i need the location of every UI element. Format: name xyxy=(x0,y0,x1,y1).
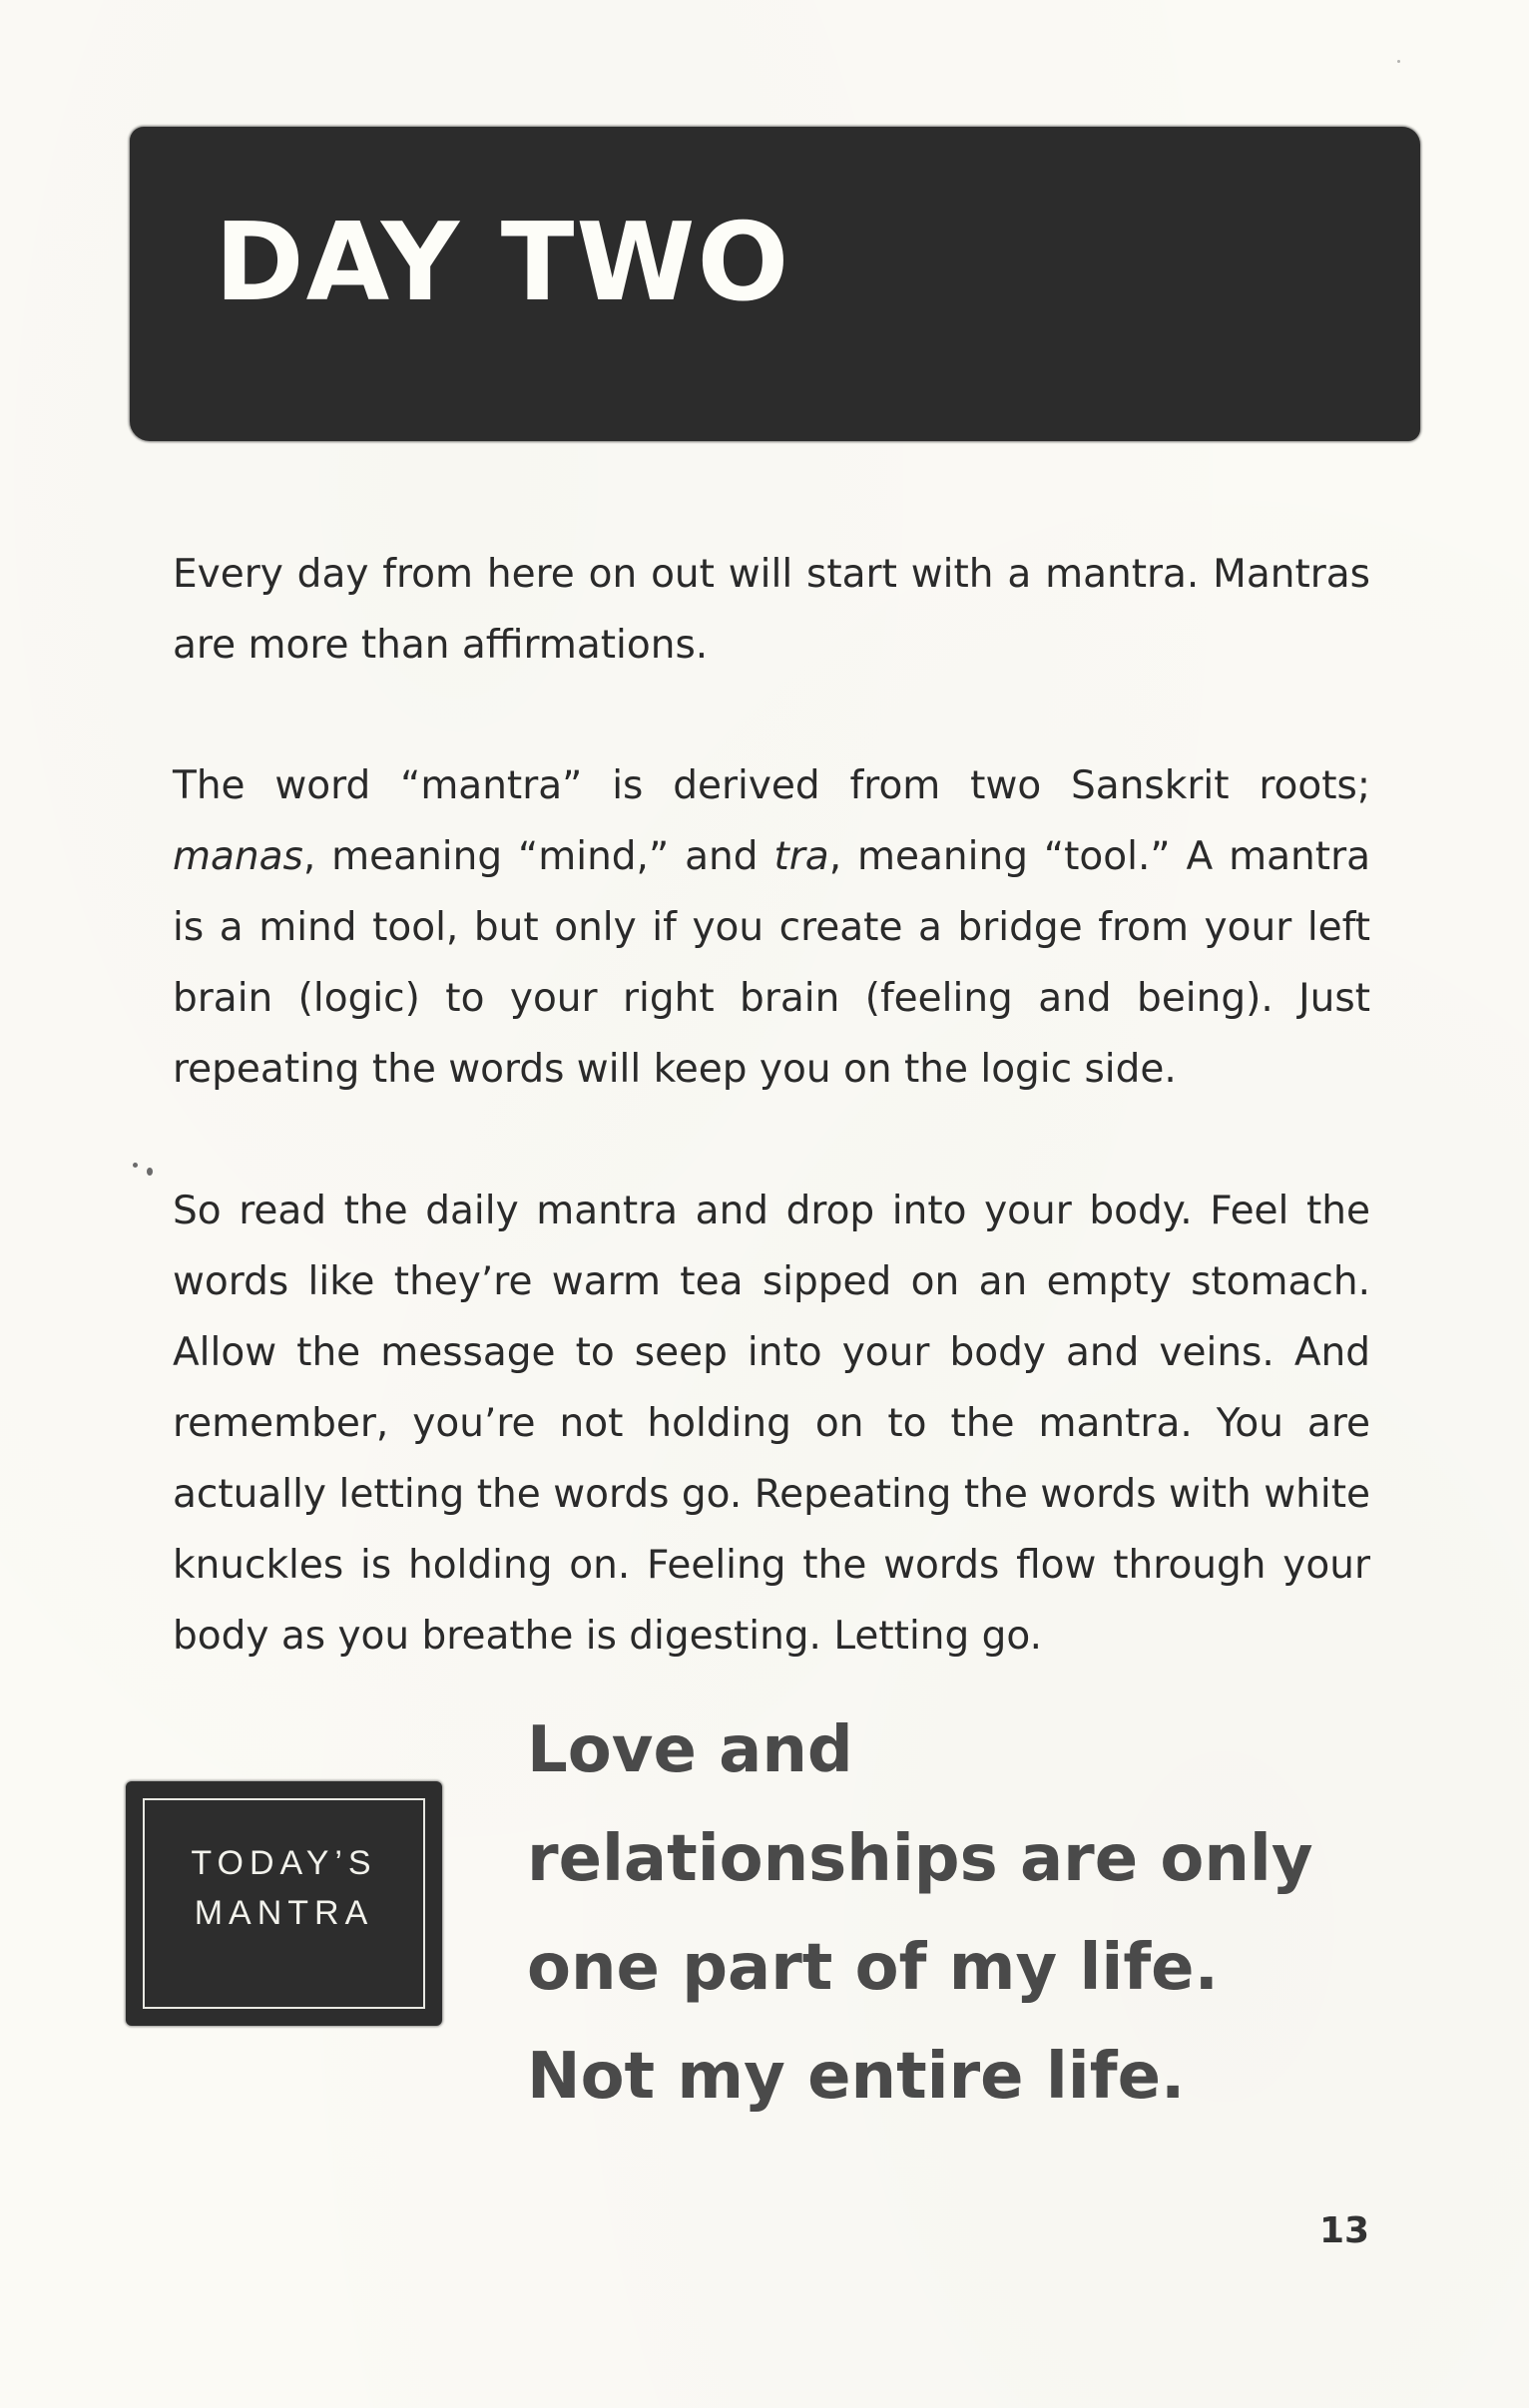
scan-speck xyxy=(1397,60,1400,63)
paragraph-text: , meaning “tool.” A mantra is a mind tool, but only if you create a bridge from your left brain (logic) to your right brain (feeling and being). Just repeating the words will keep you on the logic side. xyxy=(173,834,1370,1092)
instructions-paragraph: So read the daily mantra and drop into your body. Feel the words like they’re warm tea sipped on an empty stomach. Allow the message to seep into your body and veins. And remember, you’re not holding on to the mantra. You are actually letting the words go. Repeating the words with white knuckles is holding on. Feeling the words flow through your body as you breathe is digesting. Letting go. xyxy=(173,1189,1370,1659)
badge-label: TODAY’S MANTRA xyxy=(191,1844,377,1932)
intro-paragraph: Every day from here on out will start with a mantra. Mantras are more than affirmations. xyxy=(173,552,1370,668)
todays-mantra-badge xyxy=(126,1781,442,2026)
sanskrit-term: manas xyxy=(173,834,303,879)
paragraph-text: , meaning “mind,” and xyxy=(302,834,774,879)
page-title: DAY TWO xyxy=(215,201,791,325)
page-number: 13 xyxy=(1319,2210,1370,2251)
sanskrit-term: tra xyxy=(773,834,829,879)
scan-speck xyxy=(133,1163,138,1168)
scan-speck xyxy=(147,1168,153,1176)
mantra-quote: Love and relationships are only one part of my life. Not my entire life. xyxy=(527,1713,1313,2114)
paragraph-text: The word “mantra” is derived from two Sanskrit roots; xyxy=(173,763,1370,808)
mantra-definition-paragraph xyxy=(173,750,1370,1105)
